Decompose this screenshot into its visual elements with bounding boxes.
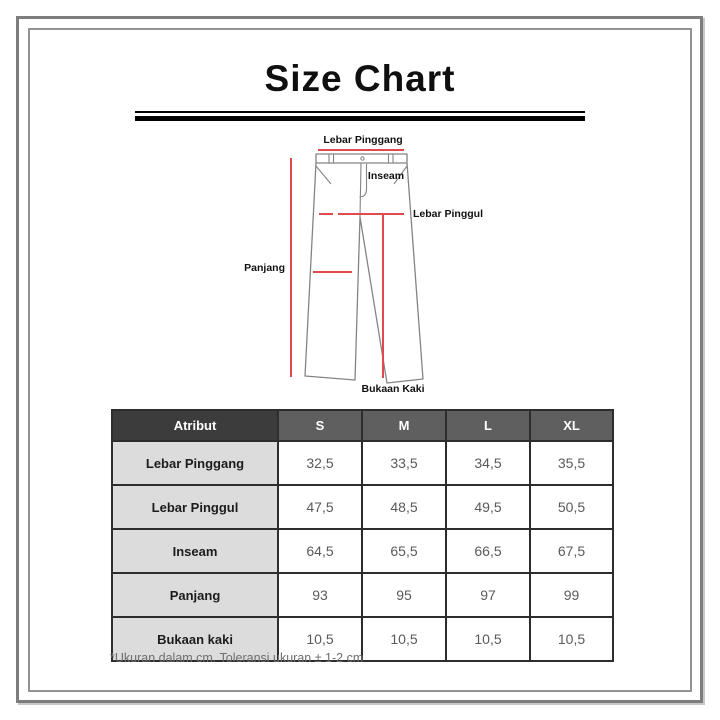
divider-thick-line [135, 116, 585, 121]
cell-value: 93 [278, 573, 362, 617]
length-label: Panjang [244, 262, 285, 274]
cell-value: 65,5 [362, 529, 446, 573]
cell-value: 49,5 [446, 485, 530, 529]
cell-value: 47,5 [278, 485, 362, 529]
cell-value: 10,5 [362, 617, 446, 661]
cell-value: 10,5 [278, 617, 362, 661]
cell-value: 95 [362, 573, 446, 617]
cell-value: 66,5 [446, 529, 530, 573]
belt-loop-right [389, 154, 394, 163]
table-row [112, 441, 613, 485]
inseam-label: Inseam [367, 170, 405, 182]
waist-label: Lebar Pinggang [323, 134, 403, 146]
column-header-atribut: Atribut [112, 410, 278, 441]
hip-label: Lebar Pinggul [413, 208, 484, 220]
table-row [112, 529, 613, 573]
row-label: Lebar Pinggul [112, 485, 278, 529]
leg-opening-label: Bukaan Kaki [361, 383, 425, 395]
table-row [112, 485, 613, 529]
cell-value: 67,5 [530, 529, 613, 573]
column-header-xl: XL [530, 410, 613, 441]
page-title: Size Chart [264, 58, 456, 99]
row-label: Inseam [112, 529, 278, 573]
cell-value: 99 [530, 573, 613, 617]
row-label: Lebar Pinggang [112, 441, 278, 485]
cell-value: 10,5 [446, 617, 530, 661]
row-label: Panjang [112, 573, 278, 617]
cell-value: 35,5 [530, 441, 613, 485]
belt-loop-left [329, 154, 334, 163]
cell-value: 32,5 [278, 441, 362, 485]
cell-value: 97 [446, 573, 530, 617]
pants-outline [305, 154, 423, 383]
size-table [111, 409, 614, 662]
cell-value: 33,5 [362, 441, 446, 485]
title-divider [135, 111, 585, 121]
cell-value: 50,5 [530, 485, 613, 529]
table-header-row [112, 410, 613, 441]
cell-value: 10,5 [530, 617, 613, 661]
size-tolerance-note: *Ukuran dalam cm. Toleransi ukuran ± 1-2 cm [110, 651, 364, 665]
waist-button-icon [361, 157, 364, 160]
column-header-l: L [446, 410, 530, 441]
row-label: Bukaan kaki [112, 617, 278, 661]
pants-measurement-diagram [230, 130, 490, 400]
cell-value: 64,5 [278, 529, 362, 573]
column-header-m: M [362, 410, 446, 441]
column-header-s: S [278, 410, 362, 441]
cell-value: 34,5 [446, 441, 530, 485]
cell-value: 48,5 [362, 485, 446, 529]
table-row [112, 573, 613, 617]
